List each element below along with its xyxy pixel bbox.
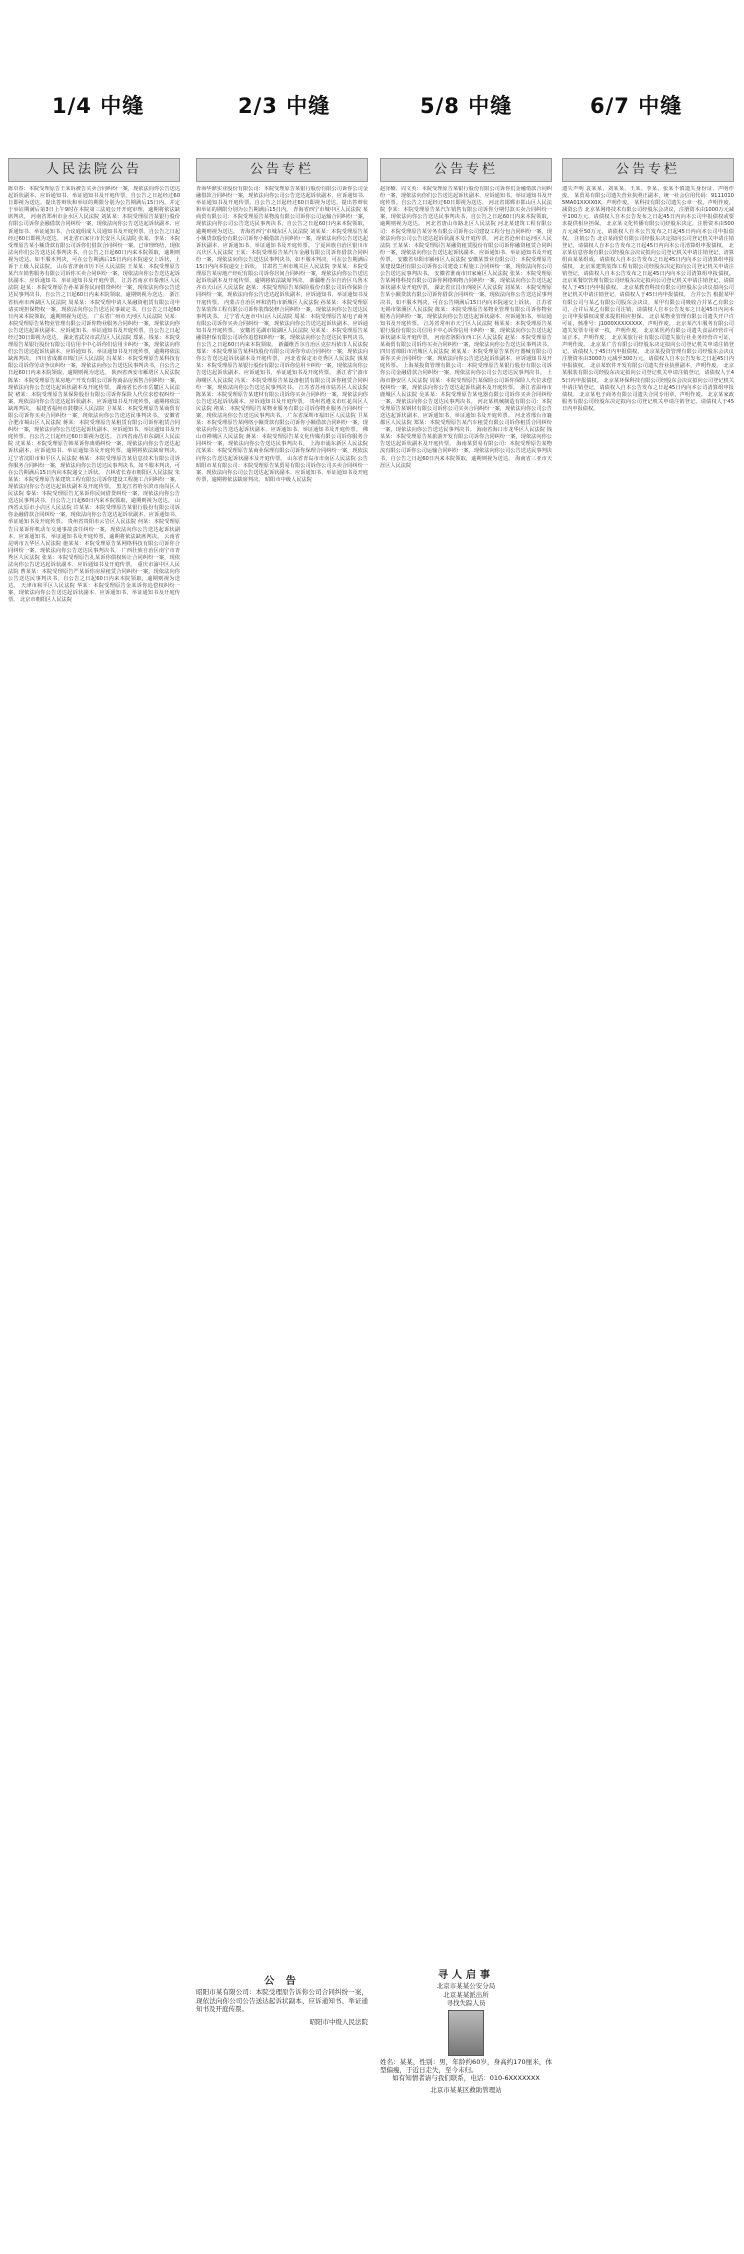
column-3-footer-signature: 北京市某某区救助管理站 bbox=[430, 2085, 502, 2094]
column-3-footer bbox=[380, 1968, 552, 2094]
column-2-footer-title: 公 告 bbox=[264, 1976, 300, 1987]
column-2-footer bbox=[196, 1974, 368, 2026]
column-3-footer-title: 寻人启事 bbox=[438, 1970, 494, 1981]
column-3-footer-line-3: 寻找失踪人员 bbox=[446, 1999, 486, 2008]
fold-label-4: 6/7 中缝 bbox=[590, 94, 683, 118]
column-2 bbox=[196, 158, 368, 2248]
column-3-body: 赵泽楠、周文英：本院受理原告某银行股份有限公司诉你们金融借款合同纠纷一案，现依法向你们公告送达起诉状副本、应诉通知书、举证通知书及开庭传票。自公告之日起经过60日即视为送达。 河北省邯郸市邯山区人民法院 李某：本院受理原告某汽车销售有限公司诉你分期付款买卖合同纠纷一案，现依法向你公告送达民事判决书，自公告之日起60日内来本院领取，逾期则视为送达。 河北省唐山市路北区人民法院 河北某建筑工程有限公司：本院受理原告某劳务有限公司诉你公司建设工程分包合同纠纷一案，现依法向你公司公告送达起诉状副本及开庭传票。 河北省沧州市运河区人民法院 王某某：本院受理原告某融资租赁股份有限公司诉你融资租赁合同纠纷一案，现依法向你公告送达起诉状副本、应诉通知书、举证通知书及开庭传票。 安徽省阜阳市颍州区人民法院 安徽某置业有限公司：本院受理原告某建设集团有限公司诉你公司建设工程施工合同纠纷一案，现依法向你公司公告送达民事判决书。 安徽省淮南市田家庵区人民法院 张某：本院受理原告某网络科技有限公司诉你网络购物合同纠纷一案，现依法向你公告送达起诉状副本及开庭传票。 湖北省宜昌市西陵区人民法院 刘某某：本院受理原告某小额贷款有限公司诉你借款合同纠纷一案，现依法向你公告送达民事判决书，如不服本判决，可在公告期满后15日内向本院递交上诉状。 江苏省无锡市梁溪区人民法院 陈某：本院受理原告某物业管理有限公司诉你物业服务合同纠纷一案，现依法向你公告送达起诉状副本、应诉通知书、举证通知书及开庭传票。 江苏省常州市天宁区人民法院 杨某某：本院受理原告某银行股份有限公司信用卡中心诉你信用卡纠纷一案，现依法向你公告送达起诉状副本及开庭传票。 河南省洛阳市西工区人民法院 赵某：本院受理原告某商贸有限公司诉你买卖合同纠纷一案，现依法向你公告送达民事判决书。 四川省绵阳市涪城区人民法院 黄某某：本院受理原告某医疗器械有限公司诉你买卖合同纠纷一案，现依法向你公告送达起诉状副本、应诉通知书及开庭传票。 上海某投资管理有限公司：本院受理原告某银行股份有限公司诉你公司金融借款合同纠纷一案，现依法向你公司公告送达民事判决书。 上海市静安区人民法院 周某：本院受理原告某保险公司诉你保险人代位求偿权纠纷一案，现依法向你公告送达起诉状副本及开庭传票。 浙江省温州市鹿城区人民法院 吴某某：本院受理原告某电器有限公司诉你买卖合同纠纷一案，现依法向你公告送达民事判决书。 河北某机械制造有限公司：本院受理原告某钢材有限公司诉你公司买卖合同纠纷一案，现依法向你公司公告送达起诉状副本、应诉通知书、举证通知书及开庭传票。 河北省邢台市襄都区人民法院 郑某：本院受理原告某汽车租赁有限公司诉你租赁合同纠纷一案，现依法向你公告送达民事判决书。 海南省海口市龙华区人民法院 钱某某：本院受理原告某旅游开发有限公司诉你合同纠纷一案，现依法向你公告送达起诉状副本及开庭传票。 海南某贸易有限公司：本院受理原告某物流有限公司诉你公司运输合同纠纷一案，现依法向你公司公告送达民事判决书，自公告之日起60日内来本院领取，逾期则视为送达。 海南省三亚市天涯区人民法院 bbox=[380, 186, 552, 469]
column-3-footer-line-4: 姓名：某某，性别：男，年龄约60岁，身高约170厘米，体型偏瘦，于近日走失，至今未归。 bbox=[380, 2057, 552, 2075]
column-3-footer-line-5: 如有知情者请与我们联系，电话：010-6XXXXXXX bbox=[392, 2074, 540, 2083]
column-3-title: 公告专栏 bbox=[380, 158, 552, 182]
column-2-body: 青海华鼎实业股份有限公司：本院受理原告某银行股份有限公司诉你公司金融借款合同纠纷一案，现依法向你公司公告送达起诉状副本、应诉通知书、举证通知书及开庭传票。自公告之日起经过60日即视为送达。提出答辩状和举证的期限分别为公告期满后15日内。 青海省西宁市城中区人民法院 某商贸有限公司：本院受理原告某物流有限公司诉你公司运输合同纠纷一案，现依法向你公司公告送达民事判决书，自公告之日起60日内来本院领取，逾期则视为送达。 青海省西宁市城东区人民法院 刘某某：本院受理原告某小额贷款股份有限公司诉你小额借款合同纠纷一案，现依法向你公告送达起诉状副本、应诉通知书、举证通知书及开庭传票。 宁夏回族自治区银川市兴庆区人民法院 王某：本院受理原告某汽车金融有限公司诉你借款合同纠纷一案，现依法向你公告送达民事判决书，如不服本判决，可在公告期满后15日内向本院递交上诉状。 甘肃省兰州市城关区人民法院 李某某：本院受理原告某房地产经纪有限公司诉你居间合同纠纷一案，现依法向你公告送达起诉状副本及开庭传票，逾期将依法缺席判决。 新疆维吾尔自治区乌鲁木齐市天山区人民法院 赵某：本院受理原告某保险股份有限公司诉你保险合同纠纷一案，现依法向你公告送达起诉状副本、应诉通知书、举证通知书及开庭传票。 内蒙古自治区呼和浩特市新城区人民法院 孙某某：本院受理原告某装饰工程有限公司诉你装饰装修合同纠纷一案，现依法向你公告送达民事判决书。 辽宁省大连市中山区人民法院 周某：本院受理原告某电子商务有限公司诉你买卖合同纠纷一案，现依法向你公告送达起诉状副本、应诉通知书及开庭传票。 安徽省芜湖市镜湖区人民法院 吴某某：本院受理原告某融资担保有限公司诉你追偿权纠纷一案，现依法向你公告送达民事判决书，自公告之日起60日内来本院领取。 新疆维吾尔自治区克拉玛依市人民法院 郑某：本院受理原告某科技股份有限公司诉你劳动合同纠纷一案，现依法向你公告送达起诉状副本及开庭传票。 河北省保定市竞秀区人民法院 钱某某：本院受理原告某银行股份有限公司诉你信用卡纠纷一案，现依法向你公告送达起诉状副本、应诉通知书、举证通知书及开庭传票。 浙江省宁波市海曙区人民法院 冯某：本院受理原告某设备租赁有限公司诉你租赁合同纠纷一案，现依法向你公告送达民事判决书。 江苏省苏州市姑苏区人民法院 陈某某：本院受理原告某建材有限公司诉你买卖合同纠纷一案，现依法向你公告送达起诉状副本、应诉通知书及开庭传票。 贵州省遵义市红花岗区人民法院 褚某：本院受理原告某物业服务有限公司诉你物业服务合同纠纷一案，现依法向你公告送达民事判决书。 广东省深圳市福田区人民法院 卫某某：本院受理原告某网络小额贷款有限公司诉你小额借款合同纠纷一案，现依法向你公告送达起诉状副本、应诉通知书、举证通知书及开庭传票。 佛山市禅城区人民法院 蒋某：本院受理原告某文化传媒有限公司诉你服务合同纠纷一案，现依法向你公告送达民事判决书。 上海市浦东新区人民法院 沈某某：本院受理原告某商业保理有限公司诉你保理合同纠纷一案，现依法向你公告送达起诉状副本及开庭传票。 山东省青岛市市南区人民法院 公告 昭阳市某有限公司：本院受理原告某贸易有限公司诉你公司买卖合同纠纷一案，现依法向你公司公告送达起诉状副本、应诉通知书、举证通知书及开庭传票，逾期将依法缺席判决。 昭阳市中级人民法院 bbox=[196, 186, 368, 483]
column-3-footer-line-2: 北京某某派出所 bbox=[443, 1990, 489, 1999]
column-1-title: 人民法院公告 bbox=[8, 158, 180, 182]
fold-label-1: 1/4 中缝 bbox=[52, 94, 145, 118]
fold-label-2: 2/3 中缝 bbox=[238, 94, 331, 118]
column-2-footer-signature: 昭阳市中级人民法院 bbox=[309, 2017, 368, 2026]
column-1-body: 陈卓春：本院受理原告王某诉被告买卖合同纠纷一案，现依法向你公告送达起诉状副本、应诉通知书、举证通知书及开庭传票。自公告之日起经过60日即视为送达。提出答辩状和举证的期限分别为公告期满后15日内，并定于举证期满后第3日上午9时在本院第三法庭公开开庭审理，逾期将依法缺席判决。 河南省郑州市金水区人民法院 刘某某：本院受理原告某银行股份有限公司诉你金融借款合同纠纷一案，现依法向你公告送达起诉状副本、应诉通知书、举证通知书、合议庭组成人员通知书及开庭传票。自公告之日起经过60日即视为送达。 河北省石家庄市长安区人民法院 张某、李某：本院受理原告某小额贷款有限公司诉你们借款合同纠纷一案，已审理终结，现依法向你们公告送达民事判决书，自公告之日起60日内来本院领取，逾期则视为送达。如不服本判决，可在公告期满后15日内向本院递交上诉状，上诉于上级人民法院。 山东省济南市历下区人民法院 王某某：本院受理原告某汽车销售服务有限公司诉你买卖合同纠纷一案，现依法向你公告送达起诉状副本、应诉通知书、举证通知书及开庭传票。 江苏省南京市秦淮区人民法院 赵某：本院受理原告孙某诉你民间借贷纠纷一案，现依法向你公告送达民事判决书，自公告之日起60日内来本院领取，逾期则视为送达。 浙江省杭州市西湖区人民法院 周某某：本院受理申请人某融资租赁有限公司申请实现担保物权一案，现依法向你公告送达民事裁定书，自公告之日起60日内来本院领取，逾期则视为送达。 广东省广州市天河区人民法院 吴某：本院受理原告某物业管理有限公司诉你物业服务合同纠纷一案，现依法向你公告送达起诉状副本、应诉通知书、举证通知书及开庭传票。自公告之日起经过30日即视为送达。 湖北省武汉市武昌区人民法院 郑某、钱某：本院受理原告某银行股份有限公司信用卡中心诉你们信用卡纠纷一案，现依法向你们公告送达起诉状副本、应诉通知书、举证通知书及开庭传票，逾期将依法缺席判决。 四川省成都市锦江区人民法院 冯某某：本院受理原告某科技有限公司诉你劳动争议纠纷一案，现依法向你公告送达民事判决书，自公告之日起60日内来本院领取，逾期则视为送达。 陕西省西安市雁塔区人民法院 陈某：本院受理原告某房地产开发有限公司诉你商品房预售合同纠纷一案，现依法向你公告送达起诉状副本及开庭传票。 湖南省长沙市岳麓区人民法院 褚某：本院受理原告某保险股份有限公司诉你保险人代位求偿权纠纷一案，现依法向你公告送达起诉状副本、应诉通知书及开庭传票，逾期将依法缺席判决。 福建省福州市鼓楼区人民法院 卫某某：本院受理原告某商贸有限公司诉你买卖合同纠纷一案，现依法向你公告送达民事判决书。 安徽省合肥市蜀山区人民法院 蒋某：本院受理原告某租赁有限公司诉你租赁合同纠纷一案，现依法向你公告送达起诉状副本、应诉通知书、举证通知书及开庭传票。自公告之日起经过60日即视为送达。 江西省南昌市东湖区人民法院 沈某某：本院受理原告韩某诉你离婚纠纷一案，现依法向你公告送达起诉状副本、应诉通知书、举证通知书及开庭传票，逾期将依法缺席判决。 辽宁省沈阳市和平区人民法院 杨某：本院受理原告某信息技术有限公司诉你服务合同纠纷一案，现依法向你公告送达民事判决书，如不服本判决，可在公告期满后15日内向本院递交上诉状。 吉林省长春市朝阳区人民法院 朱某某：本院受理原告某建筑工程有限公司诉你建设工程施工合同纠纷一案，现依法向你公告送达起诉状副本及开庭传票。 黑龙江省哈尔滨市南岗区人民法院 秦某：本院受理原告尤某诉你民间借贷纠纷一案，现依法向你公告送达民事判决书，自公告之日起60日内来本院领取，逾期则视为送达。 山西省太原市小店区人民法院 许某某：本院受理原告某银行股份有限公司诉你金融借款合同纠纷一案，现依法向你公告送达起诉状副本、应诉通知书、举证通知书及开庭传票。 贵州省贵阳市云岩区人民法院 何某：本院受理原告吕某诉你机动车交通事故责任纠纷一案，现依法向你公告送达起诉状副本、应诉通知书、举证通知书及开庭传票，逾期将依法缺席判决。 云南省昆明市五华区人民法院 施某某：本院受理原告某网络科技有限公司诉你合同纠纷一案，现依法向你公告送达民事判决书。 广西壮族自治区南宁市青秀区人民法院 张某：本院受理原告孔某诉你债权转让合同纠纷一案，现依法向你公告送达起诉状副本、应诉通知书及开庭传票。 重庆市渝中区人民法院 曹某某：本院受理原告严某诉你房屋租赁合同纠纷一案，现依法向你公告送达民事判决书，自公告之日起60日内来本院领取，逾期则视为送达。 天津市和平区人民法院 华某：本院受理原告金某诉你追偿权纠纷一案，现依法向你公告送达起诉状副本、应诉通知书、举证通知书及开庭传票。 北京市朝阳区人民法院 bbox=[8, 186, 180, 604]
column-2-title: 公告专栏 bbox=[196, 158, 368, 182]
column-1 bbox=[8, 158, 180, 2248]
fold-label-3: 5/8 中缝 bbox=[420, 94, 513, 118]
fold-header bbox=[0, 90, 744, 130]
column-2-footer-text: 昭阳市某有限公司：本院受理原告诉你公司合同纠纷一案，现依法向你公司公告送达起诉状副本、应诉通知书、举证通知书及开庭传票。 bbox=[196, 1988, 368, 2014]
column-4-title: 公告专栏 bbox=[562, 158, 734, 182]
column-4-body: 遗失声明 袁某某、刘某某、王某、李某、张某不慎遗失身份证，声明作废。 某贸易有限公司遗失营业执照正副本，统一社会信用代码：91110105MA01XXXX0X，声明作废。 某科技有限公司遗失公章一枚，声明作废。 减资公告 北京某网络技术有限公司经股东会决议，注册资本由1000万元减至100万元，请债权人自本公告发布之日起45日内向本公司申报债权或要求提供相应担保。 北京某文化传播有限公司经股东决定，注册资本由500万元减至50万元，请债权人自本公告发布之日起45日内向本公司申报债权。 注销公告 北京某商贸有限公司经股东决定拟向公司登记机关申请注销登记，请债权人自本公告发布之日起45日内向本公司清算组申报债权。 北京某信息咨询有限公司经股东会决议拟向公司登记机关申请注销登记，清算组由某某组成，请债权人自本公告发布之日起45日内向本公司清算组申报债权。 北京某建筑装饰工程有限公司经股东决定拟向公司登记机关申请注销登记，请债权人自本公告发布之日起45日内向本公司清算组申报债权。 北京某餐饮管理有限公司经股东决定拟向公司登记机关申请注销登记，请债权人于45日内申报债权。 北京某教育科技有限公司经股东会决议拟向公司登记机关申请注销登记，请债权人于45日内申报债权。 合并公告 根据某甲有限公司与某乙有限公司股东会决议，某甲有限公司吸收合并某乙有限公司，合并后某乙有限公司注销，请债权人自本公告发布之日起45日内向本公司申报债权或要求提供相应担保。 北京某物业管理有限公司遗失开户许可证，核准号：J1000XXXXXXXX，声明作废。 北京某汽车服务有限公司遗失发票专用章一枚，声明作废。 北京某医药有限公司遗失食品经营许可证正本，声明作废。 北京某旅行社有限公司遗失旅行社业务经营许可证，声明作废。 北京某广告有限公司经股东决定拟向公司登记机关申请注销登记，请债权人于45日内申报债权。 北京某投资管理有限公司经股东会决议注册资本由3000万元减至300万元，请债权人自本公告发布之日起45日内申报债权。 北京某软件开发有限公司遗失营业执照副本，声明作废。 北京某服装有限公司经股东决定拟向公司登记机关申请注销登记，请债权人于45日内申报债权。 北京某环保科技有限公司经股东会决议拟向公司登记机关申请注销登记，请债权人自本公告发布之日起45日内向本公司清算组申报债权。 北京某电子商务有限公司遗失合同专用章，声明作废。 北京某家政服务有限公司经股东决定拟向公司登记机关申请注销登记，请债权人于45日内申报债权。 bbox=[562, 186, 734, 412]
column-4 bbox=[562, 158, 734, 2248]
column-3 bbox=[380, 158, 552, 2248]
missing-person-photo bbox=[448, 2010, 484, 2056]
column-3-footer-line-1: 北京市某某公安分局 bbox=[436, 1982, 496, 1991]
